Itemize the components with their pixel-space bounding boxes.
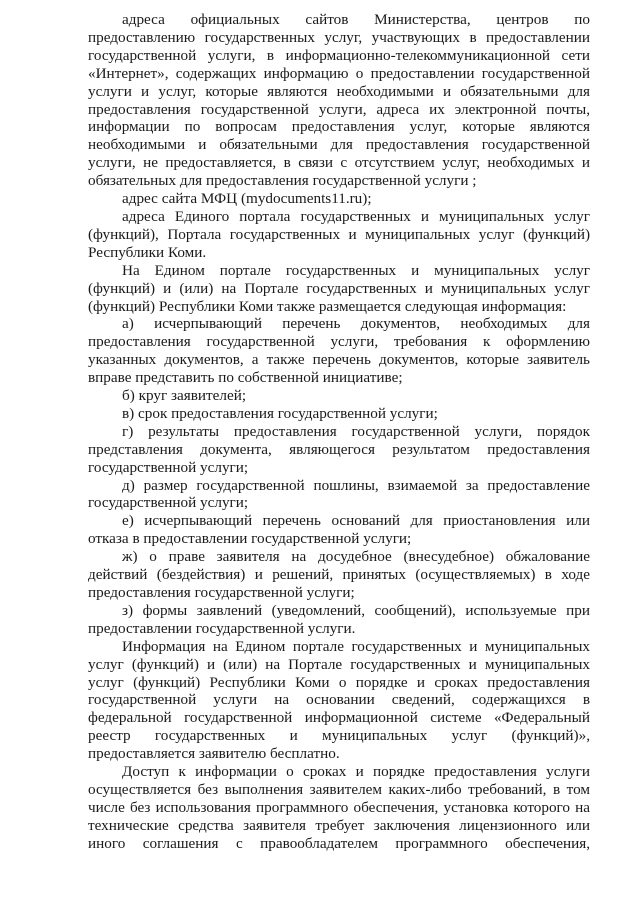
list-item-e: е) исчерпывающий перечень оснований для приостановления или отказа в предоставлении государственной услуги; [88, 512, 590, 548]
list-item-a: а) исчерпывающий перечень документов, необходимых для предоставления государственной услуги, требования к оформлению указанных документов, а также перечень документов, которые заявитель вправе представить по собственной инициативе; [88, 315, 590, 387]
list-item-b: б) круг заявителей; [122, 387, 247, 405]
paragraph-free-info: Информация на Едином портале государственных и муниципальных услуг (функций) и (или) на Портале государственных и муниципальных услуг (функций) Республики Коми о порядке и сроках предоставления государственной услуги на основании сведений, содержащихся в федеральной государственной информационной системе «Федеральный реестр государственных и муниципальных услуг (функций)», предоставляется заявителю бесплатно. [88, 637, 590, 763]
paragraph-mfc-site: адрес сайта МФЦ (mydocuments11.ru); [122, 190, 372, 208]
list-item-v: в) срок предоставления государственной услуги; [122, 404, 438, 422]
paragraph-access: Доступ к информации о сроках и порядке предоставления услуги осуществляется без выполнения заявителем каких-либо требований, в том числе без использования программного обеспечения, установка которого на технические средства заявителя требует заключения лицензионного или иного соглашения с правообладателем программного обеспечения, [88, 763, 590, 852]
list-item-zh: ж) о праве заявителя на досудебное (внесудебное) обжалование действий (бездействия) и решений, принятых (осуществляемых) в ходе предоставления государственной услуги; [88, 548, 590, 601]
paragraph-websites: адреса официальных сайтов Министерства, центров по предоставлению государственных услуг, участвующих в предоставлении государственной услуги, в информационно-телекоммуникационной сети «Интернет», содержащих информацию о предоставлении государственной услуги и услуг, которые являются необходимыми и обязательными для предоставления государственной услуги, адреса их электронной почты, информации по вопросам предоставления услуг, которые являются необходимыми и обязательными для предоставления государственной услуги, не предоставляется, в связи с отсутствием услуг, необходимых и обязательных для предоставления государственной услуги ; [88, 11, 590, 190]
list-item-g: г) результаты предоставления государственной услуги, порядок представления документа, являющегося результатом предоставления государственной услуги; [88, 422, 590, 476]
paragraph-portal-addresses: адреса Единого портала государственных и муниципальных услуг (функций), Портала государственных и муниципальных услуг (функций) Республики Коми. [88, 207, 590, 261]
paragraph-portal-info-intro: На Едином портале государственных и муниципальных услуг (функций) и (или) на Портале государственных и муниципальных услуг (функций) Республики Коми также размещается следующая информация: [88, 261, 590, 315]
document-page [88, 11, 590, 853]
list-item-z: з) формы заявлений (уведомлений, сообщений), используемые при предоставлении государственной услуги. [88, 601, 590, 637]
list-item-d: д) размер государственной пошлины, взимаемой за предоставление государственной услуги; [88, 476, 590, 512]
